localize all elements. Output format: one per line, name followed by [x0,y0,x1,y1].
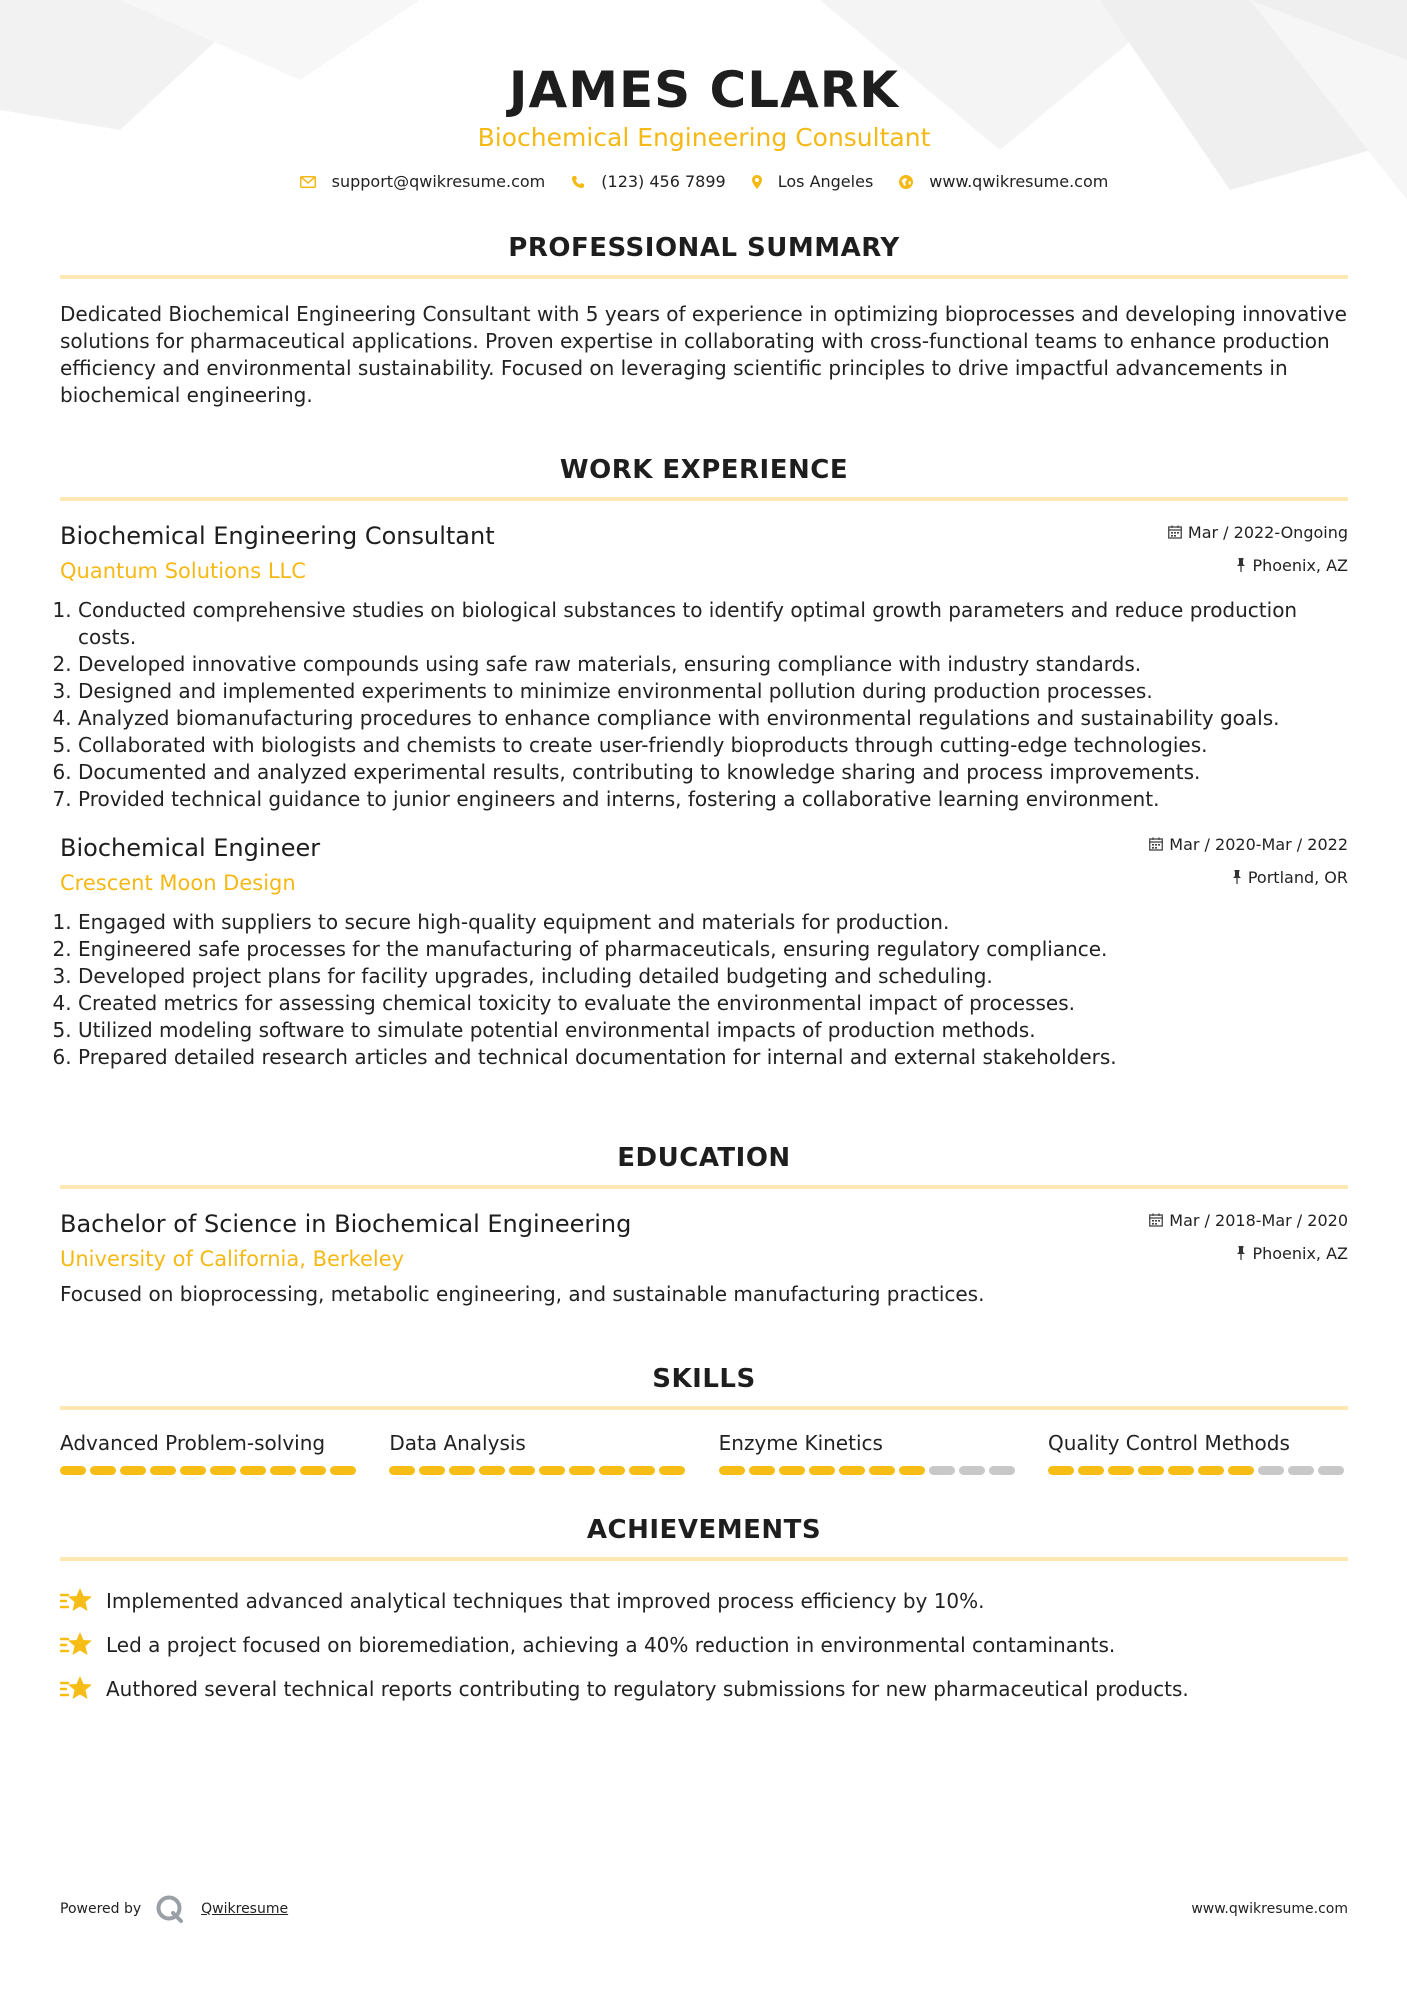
job-dates: Mar / 2020-Mar / 2022 [1169,834,1348,854]
skill-name: Enzyme Kinetics [718,1431,883,1455]
experience-heading: WORK EXPERIENCE [559,455,849,485]
skill-segment-filled [449,1466,475,1475]
skill-name: Data Analysis [389,1431,526,1455]
skill-level-bar [60,1466,360,1475]
envelope-icon [300,176,316,188]
calendar-icon [1149,837,1163,851]
skill-segment-filled [1138,1466,1164,1475]
list-item: 1. Engaged with suppliers to secure high-quality equipment and materials for production. [78,909,1348,936]
skill-segment-empty [1318,1466,1344,1475]
skill-segment-filled [90,1466,116,1475]
list-item: 3. Developed project plans for facility upgrades, including detailed budgeting and scheduling. [78,963,1348,990]
section-divider [60,1406,1348,1410]
job-meta [1168,521,1348,576]
footer-website[interactable]: www.qwikresume.com [1191,1901,1348,1917]
achievement-item [60,1667,1348,1711]
contact-location [752,172,874,191]
education-section [60,1141,1348,1308]
resume-header [60,0,1348,191]
achievement-text: Authored several technical reports contributing to regulatory submissions for new pharmaceutical products. [106,1677,1189,1701]
skill-item [389,1430,689,1475]
list-item: 5. Collaborated with biologists and chemists to create user-friendly bioproducts through cutting-edge technologies. [78,732,1348,759]
skill-segment-filled [1198,1466,1224,1475]
summary-heading: PROFESSIONAL SUMMARY [508,233,900,263]
skills-list [60,1430,1348,1475]
skill-name: Advanced Problem-solving [60,1431,326,1455]
summary-section [60,231,1348,409]
achievement-text: Implemented advanced analytical techniques that improved process efficiency by 10%. [106,1589,985,1613]
star-icon [60,1631,94,1659]
job-company: Quantum Solutions LLC [60,559,306,583]
list-item: 5. Utilized modeling software to simulate potential environmental impacts of production methods. [78,1017,1348,1044]
skill-segment-filled [389,1466,415,1475]
job-title: Biochemical Engineer [60,834,321,862]
pushpin-icon [1232,870,1242,884]
section-divider [60,1557,1348,1561]
skill-segment-empty [929,1466,955,1475]
pushpin-icon [1236,1246,1246,1260]
calendar-icon [1168,525,1182,539]
skill-segment-filled [1108,1466,1134,1475]
skill-segment-filled [180,1466,206,1475]
skill-segment-filled [779,1466,805,1475]
job-location: Portland, OR [1247,867,1348,887]
skill-level-bar [1048,1466,1348,1475]
achievements-section [60,1513,1348,1711]
list-item: 6. Documented and analyzed experimental results, contributing to knowledge sharing and process improvements. [78,759,1348,786]
achievements-heading: ACHIEVEMENTS [586,1515,822,1545]
skill-segment-empty [959,1466,985,1475]
job-bullets [60,909,1348,1071]
job-location: Phoenix, AZ [1252,555,1348,575]
skill-item [719,1430,1019,1475]
education-description: Focused on bioprocessing, metabolic engineering, and sustainable manufacturing practices. [60,1282,985,1306]
list-item: 2. Developed innovative compounds using safe raw materials, ensuring compliance with industry standards. [78,651,1348,678]
skill-segment-filled [869,1466,895,1475]
skill-segment-filled [809,1466,835,1475]
achievement-item [60,1579,1348,1623]
school-name: University of California, Berkeley [60,1247,405,1271]
skill-segment-filled [1078,1466,1104,1475]
education-heading: EDUCATION [617,1143,791,1173]
contact-phone[interactable] [571,172,725,191]
education-location: Phoenix, AZ [1252,1243,1348,1263]
skill-level-bar [719,1466,1019,1475]
skill-segment-filled [270,1466,296,1475]
powered-by-label: Powered by [60,1901,142,1917]
candidate-name: JAMES CLARK [508,61,900,119]
resume-page [60,0,1348,1711]
list-item: 1. Conducted comprehensive studies on biological substances to identify optimal growth parameters and reduce production costs. [78,597,1348,651]
skill-segment-filled [599,1466,625,1475]
skill-segment-filled [330,1466,356,1475]
skill-segment-filled [659,1466,685,1475]
skill-segment-filled [210,1466,236,1475]
candidate-title: Biochemical Engineering Consultant [477,123,931,152]
skill-segment-filled [509,1466,535,1475]
skill-segment-filled [150,1466,176,1475]
achievement-text: Led a project focused on bioremediation, achieving a 40% reduction in environmental contaminants. [106,1633,1116,1657]
skill-segment-filled [1048,1466,1074,1475]
section-divider [60,1185,1348,1189]
email-text: support@qwikresume.com [331,172,546,191]
job-entry [60,833,1348,1071]
phone-text: (123) 456 7899 [601,172,726,191]
skill-name: Quality Control Methods [1047,1431,1290,1455]
skill-segment-filled [300,1466,326,1475]
education-entry [60,1209,1348,1308]
skill-segment-filled [899,1466,925,1475]
pushpin-icon [1236,558,1246,572]
experience-section [60,453,1348,1071]
globe-icon [899,175,913,189]
skill-segment-empty [1258,1466,1284,1475]
skill-segment-filled [839,1466,865,1475]
skill-segment-filled [719,1466,745,1475]
skill-item [60,1430,360,1475]
job-company: Crescent Moon Design [60,871,296,895]
job-title: Biochemical Engineering Consultant [60,522,495,550]
skill-segment-filled [419,1466,445,1475]
location-text: Los Angeles [777,172,874,191]
skill-segment-filled [479,1466,505,1475]
powered-by [60,1895,288,1923]
skill-segment-filled [569,1466,595,1475]
star-icon [60,1675,94,1703]
section-divider [60,497,1348,501]
skill-segment-filled [240,1466,266,1475]
section-divider [60,275,1348,279]
skills-heading: SKILLS [652,1364,756,1394]
skill-segment-filled [60,1466,86,1475]
skill-item [1048,1430,1348,1475]
job-dates: Mar / 2022-Ongoing [1187,522,1348,542]
skill-segment-filled [1168,1466,1194,1475]
website-text: www.qwikresume.com [929,172,1109,191]
job-entry [60,521,1348,813]
star-icon [60,1587,94,1615]
skill-segment-filled [539,1466,565,1475]
skill-segment-filled [120,1466,146,1475]
contact-bar [60,172,1348,191]
summary-text: Dedicated Biochemical Engineering Consultant with 5 years of experience in optimizing bioprocesses and developing innovative solutions for pharmaceutical applications. Proven expertise in collaborating with cross-functional teams to enhance production efficiency and environmental sustainability. Focused on leveraging scientific principles to drive impactful advancements in biochemical engineering. [60,302,1347,407]
list-item: 7. Provided technical guidance to junior engineers and interns, fostering a collaborative learning environment. [78,786,1348,813]
achievement-item [60,1623,1348,1667]
skill-segment-filled [1228,1466,1254,1475]
calendar-icon [1149,1213,1163,1227]
skill-segment-empty [1288,1466,1314,1475]
skill-level-bar [389,1466,689,1475]
qwikresume-link[interactable]: Qwikresume [201,1901,289,1917]
skill-segment-empty [989,1466,1015,1475]
achievements-list [60,1579,1348,1711]
list-item: 3. Designed and implemented experiments to minimize environmental pollution during production processes. [78,678,1348,705]
skill-segment-filled [629,1466,655,1475]
contact-email[interactable] [300,172,546,191]
contact-website[interactable] [899,172,1108,191]
job-meta [1149,833,1348,888]
job-bullets [60,597,1348,813]
phone-icon [571,175,585,189]
degree-title: Bachelor of Science in Biochemical Engineering [60,1210,632,1238]
education-meta [1149,1209,1348,1264]
map-pin-icon [752,175,762,189]
qwikresume-logo-icon [155,1895,185,1923]
list-item: 6. Prepared detailed research articles and technical documentation for internal and external stakeholders. [78,1044,1348,1071]
skills-section [60,1362,1348,1475]
list-item: 4. Created metrics for assessing chemical toxicity to evaluate the environmental impact of processes. [78,990,1348,1017]
list-item: 2. Engineered safe processes for the manufacturing of pharmaceuticals, ensuring regulatory compliance. [78,936,1348,963]
list-item: 4. Analyzed biomanufacturing procedures to enhance compliance with environmental regulations and sustainability goals. [78,705,1348,732]
education-dates: Mar / 2018-Mar / 2020 [1169,1210,1348,1230]
page-footer [60,1895,1348,1923]
skill-segment-filled [749,1466,775,1475]
